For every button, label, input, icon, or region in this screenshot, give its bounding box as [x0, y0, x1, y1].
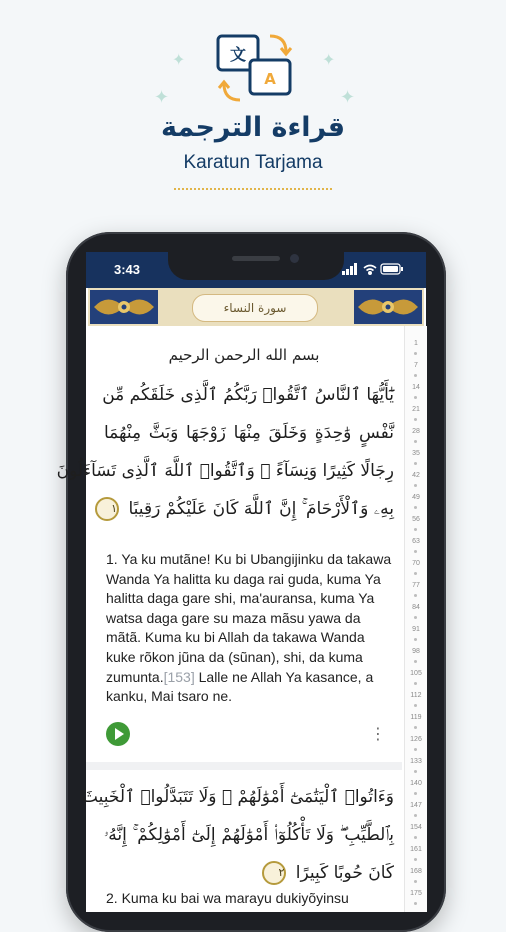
translate-logo-icon	[214, 30, 296, 106]
page-index-item[interactable]: 147	[410, 802, 422, 809]
arabic-line: بِهِۦ وَٱلْأَرْحَامَ ۚ إِنَّ ٱللَّهَ كَانَ عَلَيْكُمْ رَقِيبًا	[128, 499, 394, 519]
page-index-dot	[414, 660, 417, 663]
arabic-line-last	[104, 490, 394, 528]
sparkle-icon: ✦	[322, 50, 336, 69]
play-audio-button[interactable]	[106, 722, 130, 746]
page-index-item[interactable]: 42	[412, 472, 420, 479]
page-index-dot	[414, 440, 417, 443]
svg-text:文: 文	[229, 45, 247, 64]
arabic-line: رِجَالًا كَثِيرًا وَنِسَآءً ۚ وَٱتَّقُوا۟ ٱللَّهَ ٱلَّذِى تَسَآءَلُونَ	[56, 461, 394, 481]
page-index-scrubber[interactable]	[404, 326, 427, 912]
page-index-item[interactable]: 98	[412, 648, 420, 655]
page-index-dot	[414, 594, 417, 597]
page-index-dot	[414, 616, 417, 619]
page-index-item[interactable]: 1	[414, 340, 418, 347]
ayah-1-translation	[106, 550, 394, 707]
status-bar	[86, 252, 426, 288]
arabic-line: يَٰٓأَيُّهَا ٱلنَّاسُ ٱتَّقُوا۟ رَبَّكُمُ ٱلَّذِى خَلَقَكُم مِّن	[102, 385, 394, 405]
ayah-number-marker: ٢	[262, 861, 286, 885]
page-index-dot	[414, 462, 417, 465]
camera	[290, 254, 299, 263]
ornament-left-icon	[90, 290, 158, 324]
page-index-item[interactable]: 91	[412, 626, 420, 633]
surah-header	[88, 288, 424, 326]
page-index-dot	[414, 638, 417, 641]
arabic-line: كَانَ حُوبًا كَبِيرًا	[295, 863, 394, 883]
reading-content[interactable]	[56, 326, 402, 912]
page-index-item[interactable]: 168	[410, 868, 422, 875]
page-index-item[interactable]: 49	[412, 494, 420, 501]
surah-name: سورة النساء	[192, 294, 318, 322]
sparkle-icon: ✦	[340, 87, 356, 108]
page-index-dot	[414, 726, 417, 729]
ayah-2-arabic[interactable]	[81, 778, 394, 892]
page-index-dot	[414, 814, 417, 817]
arabic-line: نَّفْسٍ وَٰحِدَةٍ وَخَلَقَ مِنْهَا زَوْجَهَا وَبَثَّ مِنْهُمَا	[104, 423, 394, 443]
page-index-dot	[414, 418, 417, 421]
page-index-dot	[414, 704, 417, 707]
page-index-dot	[414, 352, 417, 355]
ayah-2-translation: 2. Kuma ku bai wa marayu dukiyõyinsu	[106, 890, 349, 906]
wifi-icon	[364, 266, 376, 275]
page-index-item[interactable]: 161	[410, 846, 422, 853]
ayah-1-arabic[interactable]	[56, 376, 394, 528]
page-index-item[interactable]: 21	[412, 406, 420, 413]
promo-title-arabic: قراءة الترجمة	[160, 112, 346, 143]
page-index-item[interactable]: 14	[412, 384, 420, 391]
more-options-icon[interactable]: ⋮	[370, 724, 386, 743]
page-index-item[interactable]: 35	[412, 450, 420, 457]
notch	[168, 250, 344, 280]
page-index-dot	[414, 770, 417, 773]
page-index-item[interactable]: 175	[410, 890, 422, 897]
page-index-item[interactable]: 119	[410, 714, 422, 721]
bismillah: بسم الله الرحمن الرحيم	[168, 346, 320, 364]
ayah-number-marker: ١	[95, 497, 119, 521]
status-time: 3:43	[114, 262, 141, 277]
page-index-dot	[414, 880, 417, 883]
page-index-dot	[414, 374, 417, 377]
status-icons	[342, 262, 404, 276]
signal-icon	[342, 263, 357, 275]
app-screen	[56, 252, 426, 912]
ayah-divider	[86, 762, 402, 770]
page-index-dot	[414, 836, 417, 839]
page-index-item[interactable]: 56	[412, 516, 420, 523]
page-index-item[interactable]: 84	[412, 604, 420, 611]
page-index-item[interactable]: 77	[412, 582, 420, 589]
page-index-dot	[414, 792, 417, 795]
promo-title-english: Karatun Tarjama	[183, 152, 323, 173]
page-index-item[interactable]: 126	[410, 736, 422, 743]
page-index-item[interactable]: 105	[410, 670, 422, 677]
page-index-item[interactable]: 140	[410, 780, 422, 787]
page-index-dot	[414, 858, 417, 861]
page-index-item[interactable]: 154	[410, 824, 422, 831]
page-index-dot	[414, 528, 417, 531]
page-index-dot	[414, 506, 417, 509]
ornament-right-icon	[354, 290, 422, 324]
page-index-dot	[414, 572, 417, 575]
page-index-item[interactable]: 28	[412, 428, 420, 435]
page-index-dot	[414, 902, 417, 905]
svg-text:A: A	[264, 70, 276, 88]
arabic-line: وَءَاتُوا۟ ٱلْيَتَٰمَىٰٓ أَمْوَٰلَهُمْ ۖ وَلَا تَتَبَدَّلُوا۟ ٱلْخَبِيثَ	[81, 787, 394, 807]
page-index-dot	[414, 682, 417, 685]
speaker	[232, 256, 280, 261]
page-index-dot	[414, 748, 417, 751]
page-index-item[interactable]: 63	[412, 538, 420, 545]
promo-divider	[174, 188, 332, 190]
page-index-dot	[414, 396, 417, 399]
page-index-item[interactable]: 70	[412, 560, 420, 567]
translation-text-end: Lalle ne Allah Ya kasance, a kanku, Mai tsaro ne.	[106, 668, 374, 705]
page-index-item[interactable]: 7	[414, 362, 418, 369]
arabic-line-last	[104, 854, 394, 892]
translation-text: 1. Ya ku mutãne! Ku bi Ubangijinku da takawa Wanda Ya halitta ku daga rai guda, kuma Ya halitta daga gare shi, ma'auransa, kuma Ya watsa daga gare su maza mãsu yawa da mãtã. Kuma ku bi Allah da takawa Wanda kuke rõkon jũna da (sũnan), shi, da kuma zumunta.	[106, 551, 392, 685]
page-index-item[interactable]: 133	[410, 758, 422, 765]
footnote-link[interactable]: [153]	[163, 668, 195, 685]
page-index-item[interactable]: 112	[410, 692, 422, 699]
page-index-dot	[414, 550, 417, 553]
page-index-dot	[414, 484, 417, 487]
battery-icon	[381, 264, 403, 274]
arabic-line: بِٱلطَّيِّبِ ۖ وَلَا تَأْكُلُوٓا۟ أَمْوَٰلَهُمْ إِلَىٰٓ أَمْوَٰلِكُمْ ۚ إِنَّهُۥ	[104, 825, 394, 845]
sparkle-icon: ✦	[172, 50, 186, 69]
sparkle-icon: ✦	[154, 87, 170, 108]
